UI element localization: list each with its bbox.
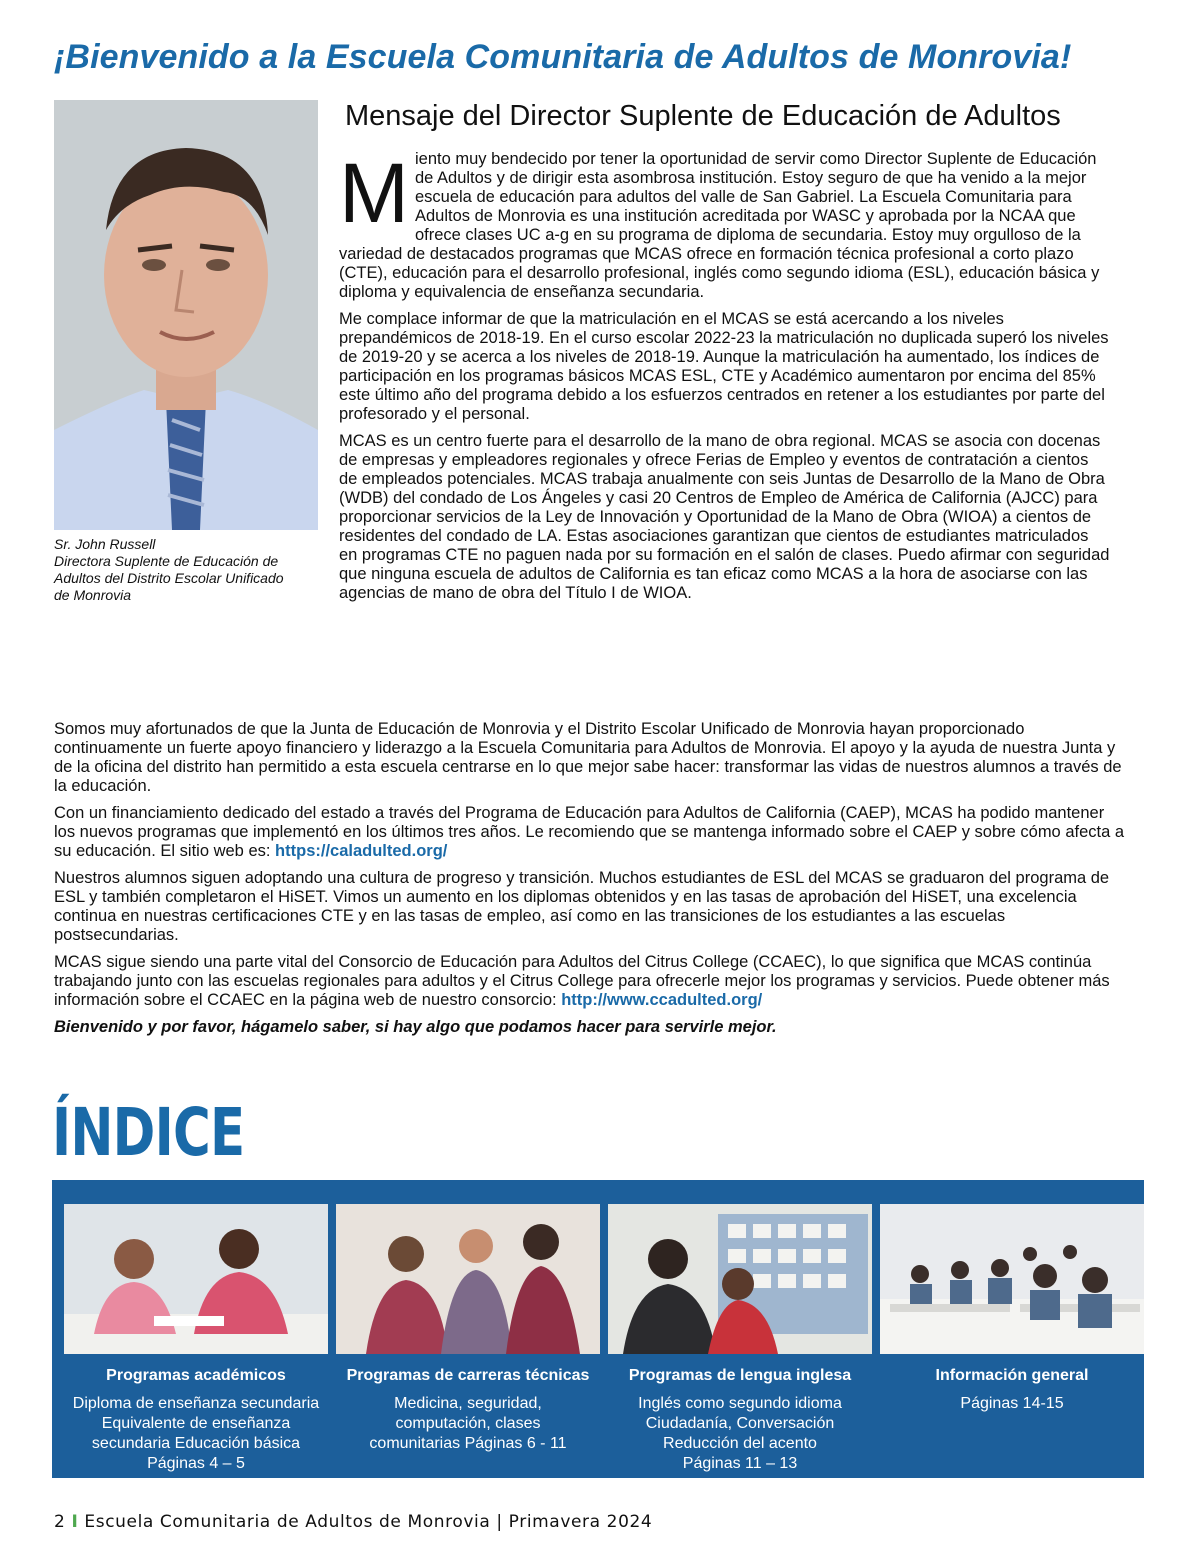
card-line: Páginas 14-15 [960, 1395, 1064, 1412]
card-line: computación, clases [395, 1415, 541, 1432]
portrait-caption [54, 536, 324, 604]
message-paragraph [339, 146, 1111, 302]
card-line: Medicina, seguridad, [394, 1395, 542, 1412]
technical-photo [336, 1204, 600, 1354]
director-portrait [54, 100, 318, 530]
index-card-general[interactable] [880, 1204, 1144, 1414]
message-paragraph: Me complace informar de que la matriculación en el MCAS se está acercando a los niveles prepandémicos de 2018-19. En el curso escolar 2022-23 la matriculación no duplicada superó los niveles de 2019-20 y se acerca a los niveles de 2018-19. Aunque la matriculación ha aumentado, los índices de participación en los programas básicos MCAS ESL, CTE y Académico aumentaron por encima del 85% este último año del programa debido a los esfuerzos centrados en retener a los estudiantes por parte del profesorado y el personal. [339, 310, 1109, 423]
card-line: Diploma de enseñanza secundaria [72, 1395, 320, 1412]
message-paragraph [54, 804, 1128, 861]
index-panel [52, 1180, 1144, 1478]
footer-separator: I [71, 1512, 79, 1532]
card-title: Programas académicos [106, 1367, 286, 1384]
footer-text: Escuela Comunitaria de Adultos de Monrovia | Primavera 2024 [84, 1512, 653, 1532]
message-paragraph [54, 953, 1128, 1010]
message-heading: Mensaje del Director Suplente de Educación de Adultos [345, 100, 1061, 132]
message-paragraph-text: Con un financiamiento dedicado del estado a través del Programa de Educación para Adultos de California (CAEP), MCAS ha podido mantener los nuevos programas que implementó en los últimos tres años. Le recomiendo que se mantenga informado sobre el CAEP y sobre cómo afecta a su educación. El sitio web es: [54, 804, 1125, 860]
message-paragraph-text: iento muy bendecido por tener la oportunidad de servir como Director Suplente de Educación de Adultos y de dirigir esta asombrosa institución. Estoy seguro de que ha venido a la mejor escuela de educación para adultos del valle de San Gabriel. La Escuela Comunitaria para Adultos de Monrovia es una institución acreditada por WASC y aprobada por la NCAA que ofrece clases UC a-g en su programa de diploma de secundaria. Estoy muy orgulloso de la variedad de destacados programas que MCAS ofrece en formación técnica profesional a corto plazo (CTE), educación para el desarrollo profesional, inglés como segundo idioma (ESL), educación básica y diploma y equivalencia de enseñanza secundaria. [339, 150, 1100, 301]
page-title: ¡Bienvenido a la Escuela Comunitaria de Adultos de Monrovia! [54, 38, 1072, 76]
card-title: Programas de lengua inglesa [628, 1367, 852, 1384]
index-card-english[interactable] [608, 1204, 872, 1474]
message-paragraph: Nuestros alumnos siguen adoptando una cultura de progreso y transición. Muchos estudiantes de ESL del MCAS se graduaron del programa de ESL y también completaron el HiSET. Vimos un aumento en los diplomas obtenidos y en las tasas de aprobación del HiSET, una excelencia continua en nuestras certificaciones CTE y en las tasas de empleo, así como en las transiciones de los estudiantes a las escuelas postsecundarias. [54, 869, 1110, 944]
page-footer [54, 1512, 652, 1532]
english-photo [608, 1204, 872, 1354]
card-title: Programas de carreras técnicas [346, 1367, 590, 1384]
message-paragraph: Somos muy afortunados de que la Junta de Educación de Monrovia y el Distrito Escolar Unificado de Monrovia hayan proporcionado continuamente un fuerte apoyo financiero y liderazgo a la Escuela Comunitaria para Adultos de Monrovia. El apoyo y la ayuda de nuestra Junta y de la oficina del distrito han permitido a esta escuela centrarse en lo que mejor sabe hacer: transformar las vidas de nuestros alumnos a través de la educación. [54, 720, 1122, 795]
card-line: secundaria Educación básica [91, 1435, 301, 1452]
general-photo [880, 1204, 1144, 1354]
card-line: comunitarias Páginas 6 - 11 [369, 1435, 567, 1452]
card-description [64, 1394, 328, 1474]
ccadulted-link[interactable]: http://www.ccadulted.org/ [561, 991, 763, 1009]
drop-cap: M [339, 146, 409, 240]
card-line: Páginas 4 – 5 [147, 1455, 245, 1472]
caption-name: Sr. John Russell [54, 536, 156, 552]
caladulted-link[interactable]: https://caladulted.org/ [275, 842, 448, 860]
card-line: Inglés como segundo idioma [638, 1395, 842, 1412]
message-continuation [54, 720, 1128, 1045]
message-paragraph: MCAS es un centro fuerte para el desarrollo de la mano de obra regional. MCAS se asocia con docenas de empresas y empleadores regionales y ofrece Ferias de Empleo y eventos de contratación a cientos de empleados potenciales. MCAS trabaja anualmente con seis Juntas de Desarrollo de la Mano de Obra (WDB) del condado de Los Ángeles y casi 20 Centros de Empleo de América de California (AJCC) para proporcionar servicios de la Ley de Innovación y Oportunidad de la Mano de Obra (WIOA) a cientos de residentes del condado de LA. Estas asociaciones garantizan que cientos de estudiantes matriculados en programas CTE no paguen nada por su formación en el salón de clases. Puedo afirmar con seguridad que ninguna escuela de adultos de California es tan eficaz como MCAS a la hora de asociarse con las agencias de mano de obra del Título I de WIOA. [339, 432, 1110, 602]
message-body [339, 146, 1111, 611]
closing-line: Bienvenido y por favor, hágamelo saber, si hay algo que podamos hacer para servirle mejor. [54, 1018, 777, 1036]
card-description [608, 1394, 872, 1474]
index-title: ÍNDICE [52, 1094, 245, 1171]
index-card-academic[interactable] [64, 1204, 328, 1474]
index-card-technical[interactable] [336, 1204, 600, 1454]
card-line: Páginas 11 – 13 [682, 1455, 798, 1472]
card-title: Información general [935, 1367, 1089, 1384]
card-line: Equivalente de enseñanza [101, 1415, 291, 1432]
caption-title-line: Directora Suplente de Educación de [54, 553, 279, 569]
caption-title-line: de Monrovia [54, 587, 132, 603]
card-description [880, 1394, 1144, 1414]
caption-title-line: Adultos del Distrito Escolar Unificado [54, 570, 284, 586]
academic-photo [64, 1204, 328, 1354]
page-number: 2 [54, 1512, 66, 1532]
message-paragraph-text: MCAS sigue siendo una parte vital del Consorcio de Educación para Adultos del Citrus College (CCAEC), lo que significa que MCAS continúa trabajando junto con las escuelas regionales para adultos y el Citrus College para ofrecerle mejor los programas y servicios. Puede obtener más información sobre el CCAEC en la página web de nuestro consorcio: [54, 953, 1110, 1009]
card-line: Reducción del acento [663, 1435, 817, 1452]
card-line: Ciudadanía, Conversación [645, 1415, 835, 1432]
card-description [336, 1394, 600, 1454]
